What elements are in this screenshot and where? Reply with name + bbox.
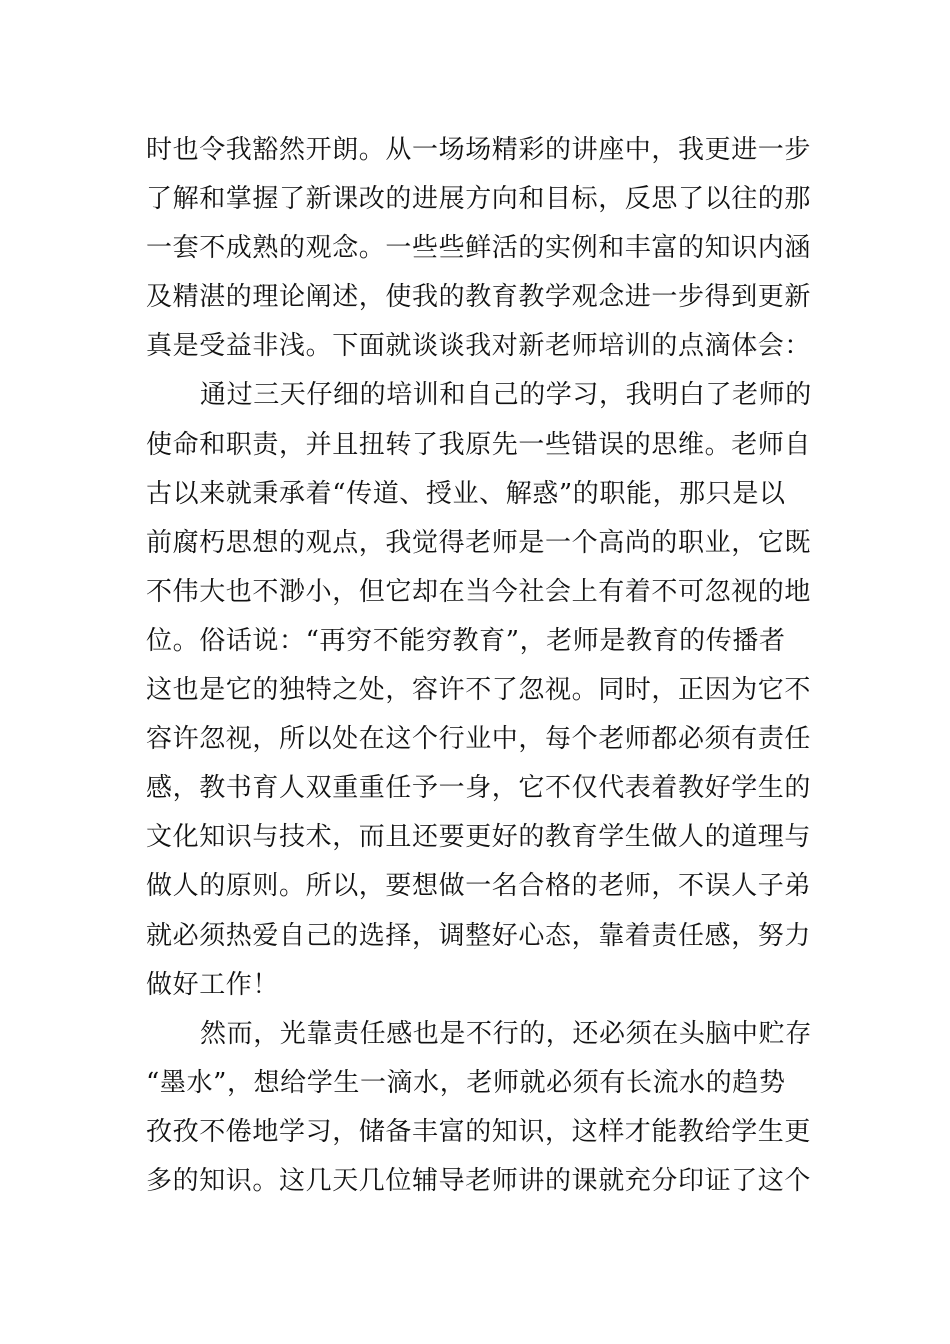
text-line: 多的知识。这几天几位辅导老师讲的课就充分印证了这个	[146, 1165, 812, 1196]
text-line: 就必须热爱自己的选择，调整好心态，靠着责任感，努力	[146, 920, 812, 951]
text-line: “墨水”，想给学生一滴水，老师就必须有长流水的趋势	[146, 1067, 786, 1098]
text-line: 古以来就秉承着“传道、授业、解惑”的职能，那只是以	[146, 478, 786, 509]
text-line: 文化知识与技术，而且还要更好的教育学生做人的道理与	[146, 822, 812, 853]
text-line: 及精湛的理论阐述，使我的教育教学观念进一步得到更新	[146, 282, 812, 313]
text-line: 前腐朽思想的观点，我觉得老师是一个高尚的职业，它既	[146, 527, 812, 558]
text-line: 一套不成熟的观念。一些些鲜活的实例和丰富的知识内涵	[146, 233, 812, 264]
text-line: 时也令我豁然开朗。从一场场精彩的讲座中，我更进一步	[146, 135, 812, 165]
text-line: 了解和掌握了新课改的进展方向和目标，反思了以往的那	[146, 184, 812, 215]
text-line: 使命和职责，并且扭转了我原先一些错误的思维。老师自	[146, 429, 812, 460]
text-line: 做人的原则。所以，要想做一名合格的老师，不误人子弟	[146, 871, 812, 902]
text-line: 位。俗话说：“再穷不能穷教育”，老师是教育的传播者	[146, 625, 786, 656]
text-line: 这也是它的独特之处，容许不了忽视。同时，正因为它不	[146, 675, 812, 706]
text-line: 真是受益非浅。下面就谈谈我对新老师培训的点滴体会：	[146, 331, 812, 362]
text-line: 做好工作！	[146, 969, 280, 1000]
text-line: 孜孜不倦地学习，储备丰富的知识，这样才能教给学生更	[146, 1116, 812, 1147]
document-body	[146, 126, 826, 1206]
text-line: 通过三天仔细的培训和自己的学习，我明白了老师的	[200, 380, 812, 411]
text-line: 不伟大也不渺小，但它却在当今社会上有着不可忽视的地	[146, 576, 812, 607]
text-line: 感，教书育人双重重任予一身，它不仅代表着教好学生的	[146, 773, 812, 804]
text-line: 然而，光靠责任感也是不行的，还必须在头脑中贮存	[200, 1018, 812, 1049]
text-line: 容许忽视，所以处在这个行业中，每个老师都必须有责任	[146, 724, 812, 755]
